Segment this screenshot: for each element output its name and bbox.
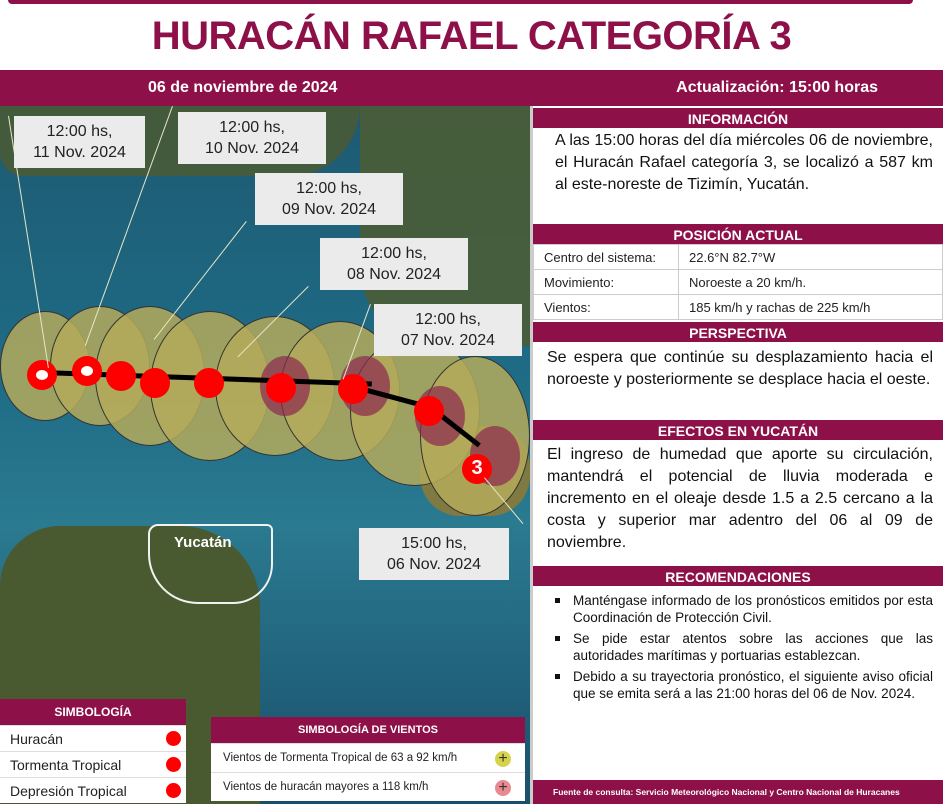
legend-item-hurricane (0, 725, 186, 751)
table-row (534, 270, 943, 295)
info-text: A las 15:00 horas del día miércoles 06 de noviembre, el Huracán Rafael categoría 3, se localizó a 587 km al este-noreste de Tizimín, Yucatán. (555, 132, 933, 193)
recommendations-list (533, 586, 943, 712)
update-time: Actualización: 15:00 horas (676, 79, 878, 96)
label-time: 12:00 hs, (46, 123, 113, 140)
tropical-depression-icon (166, 783, 181, 798)
wind-legend-item-hurricane (211, 772, 525, 801)
legend-item-tropical-storm (0, 751, 186, 777)
position-key: Vientos: (534, 295, 679, 320)
source-footer: Fuente de consulta: Servicio Meteorológico Nacional y Centro Nacional de Huracanes (533, 780, 943, 804)
top-border (8, 0, 913, 4)
hurricane-icon (194, 368, 224, 398)
list-item: Manténgase informado de los pronósticos emitidos por esta Coordinación de Protección Civil. (555, 592, 933, 626)
label-time: 12:00 hs, (219, 119, 285, 136)
date-bar (0, 70, 943, 106)
label-time: 15:00 hs, (401, 535, 467, 552)
legend-title: SIMBOLOGÍA (0, 699, 186, 725)
info-panel (530, 106, 943, 804)
forecast-label-11nov (14, 116, 145, 168)
legend-label: Tormenta Tropical (10, 757, 122, 773)
current-position-hurricane-icon (462, 454, 492, 484)
label-date: 11 Nov. 2024 (33, 144, 126, 161)
forecast-label-06nov (359, 528, 509, 580)
legend-label: Huracán (10, 731, 63, 747)
effects-text: El ingreso de humedad que aporte su circulación, mantendrá el potencial de lluvia moderada e incremento en el oleaje desde 1.5 a 2.5 cercano a la costa y superior mar adentro del 06 al 09 de noviembre. (547, 446, 933, 551)
tropical-storm-icon (166, 757, 181, 772)
wind-legend (211, 717, 525, 801)
forecast-label-08nov (320, 238, 468, 290)
perspective-header: PERSPECTIVA (533, 320, 943, 342)
info-header: INFORMACIÓN (533, 106, 943, 128)
label-time: 12:00 hs, (296, 180, 362, 197)
label-date: 08 Nov. 2024 (347, 266, 441, 283)
yucatan-label: Yucatán (174, 534, 232, 551)
hurricane-icon (414, 396, 444, 426)
effects-header: EFECTOS EN YUCATÁN (533, 418, 943, 440)
label-date: 09 Nov. 2024 (282, 201, 376, 218)
legend-item-tropical-depression (0, 777, 186, 803)
tropical-storm-icon (72, 356, 102, 386)
list-item: Debido a su trayectoria pronóstico, el siguiente aviso oficial que se emita será a las 21:00 horas del 06 de Nov. 2024. (555, 668, 933, 702)
wind-legend-title: SIMBOLOGÍA DE VIENTOS (211, 717, 525, 743)
table-row (534, 295, 943, 320)
wind-legend-label: Vientos de Tormenta Tropical de 63 a 92 km/h (223, 752, 458, 764)
position-value: 22.6°N 82.7°W (679, 245, 943, 270)
symbol-legend (0, 699, 186, 803)
bulletin-date: 06 de noviembre de 2024 (148, 79, 338, 96)
crosshair-yellow-icon: + (495, 751, 511, 767)
forecast-label-07nov (374, 304, 522, 356)
position-value: 185 km/h y rachas de 225 km/h (679, 295, 943, 320)
hurricane-icon (266, 373, 296, 403)
wind-legend-label: Vientos de huracán mayores a 118 km/h (223, 781, 429, 793)
forecast-label-09nov (255, 173, 403, 225)
list-item: Se pide estar atentos sobre las acciones que las autoridades marítimas y portuarias establezcan. (555, 630, 933, 664)
category-number: 3 (471, 457, 483, 479)
label-date: 06 Nov. 2024 (387, 556, 481, 573)
label-date: 07 Nov. 2024 (401, 332, 495, 349)
position-value: Noroeste a 20 km/h. (679, 270, 943, 295)
label-time: 12:00 hs, (361, 245, 427, 262)
page-title: HURACÁN RAFAEL CATEGORÍA 3 (151, 14, 792, 58)
hurricane-icon (166, 731, 181, 746)
crosshair-pink-icon: + (495, 780, 511, 796)
table-row (534, 245, 943, 270)
label-date: 10 Nov. 2024 (205, 140, 299, 157)
perspective-text: Se espera que continúe su desplazamiento hacia el noroeste y posteriormente se desplace hacia el oeste. (547, 349, 933, 388)
position-header: POSICIÓN ACTUAL (533, 222, 943, 244)
label-time: 12:00 hs, (415, 311, 481, 328)
hurricane-icon (106, 361, 136, 391)
recommendations-header: RECOMENDACIONES (533, 564, 943, 586)
tropical-storm-icon (27, 360, 57, 390)
forecast-label-10nov (178, 112, 326, 164)
position-key: Movimiento: (534, 270, 679, 295)
legend-label: Depresión Tropical (10, 783, 127, 799)
position-table (533, 244, 943, 320)
hurricane-icon (140, 368, 170, 398)
position-key: Centro del sistema: (534, 245, 679, 270)
wind-legend-item-tropical-storm (211, 743, 525, 772)
